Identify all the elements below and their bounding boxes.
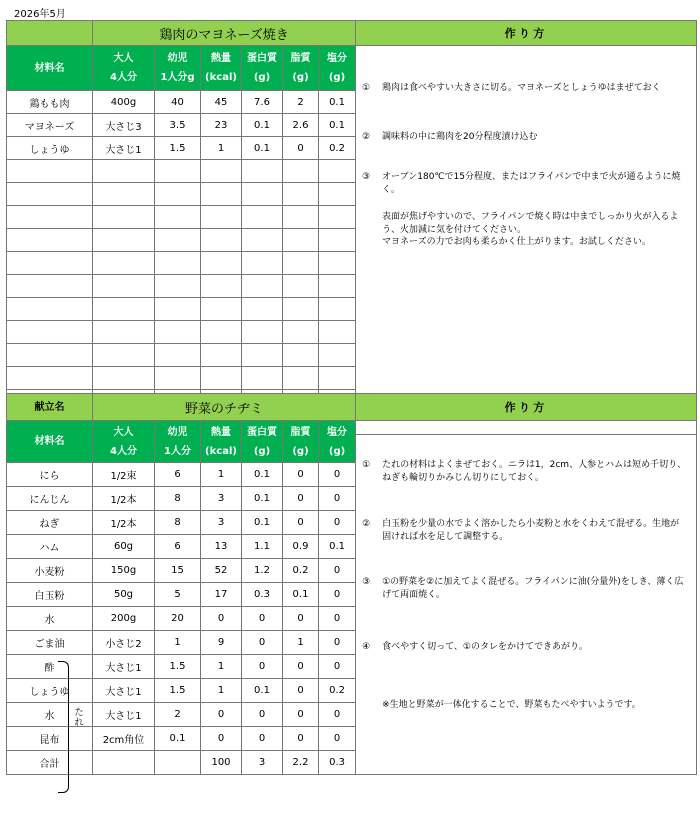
- dish1-method-cell: [356, 46, 697, 435]
- dish2-row2-protein: 0.1: [242, 487, 283, 511]
- dish2-row2-energy: 3: [201, 487, 242, 511]
- empty-cell: [93, 206, 155, 229]
- dish1-step-3-text: オーブン180℃で15分程度、またはフライパンで中まで火が通るように焼く。: [382, 172, 681, 195]
- dish1-header-salt-l2: (g): [328, 72, 346, 83]
- dish2-row12-child: 0.1: [155, 727, 201, 751]
- empty-cell: [283, 252, 319, 275]
- sauce-bracket: [58, 661, 69, 793]
- empty-cell: [7, 206, 93, 229]
- dish2-header-salt: [319, 421, 356, 463]
- empty-cell: [201, 160, 242, 183]
- empty-cell: [155, 206, 201, 229]
- empty-cell: [319, 275, 356, 298]
- empty-cell: [319, 344, 356, 367]
- dish1-step-3-mark: ③: [362, 172, 371, 182]
- dish2-row8-adult: 小さじ2: [93, 631, 155, 655]
- empty-cell: [242, 252, 283, 275]
- dish1-header-child-l1: 幼児: [167, 53, 188, 64]
- dish1-row1-child: 40: [155, 91, 201, 114]
- empty-cell: [242, 275, 283, 298]
- dish2-header-salt-l2: (g): [328, 445, 346, 457]
- dish2-header-protein: [242, 421, 283, 463]
- dish2-row3-adult: 1/2本: [93, 511, 155, 535]
- empty-cell: [93, 229, 155, 252]
- dish1-row3-fat: 0: [283, 137, 319, 160]
- dish2-row6-adult: 50g: [93, 583, 155, 607]
- dish2-row1-child: 6: [155, 463, 201, 487]
- dish2-row11-fat: 0: [283, 703, 319, 727]
- dish2-row12-salt: 0: [319, 727, 356, 751]
- empty-cell: [93, 751, 155, 775]
- dish1-header-adult: [93, 46, 155, 91]
- dish2-row9-name: 酢: [7, 655, 93, 679]
- dish2-row1-fat: 0: [283, 463, 319, 487]
- empty-cell: [242, 298, 283, 321]
- dish2-row7-name: 水: [7, 607, 93, 631]
- dish1-step-1: [362, 82, 686, 95]
- date-label: 2026年5月: [14, 9, 66, 20]
- dish2-step-3-text: ①の野菜を②に加えてよく混ぜる。フライパンに油(分量外)をしき、薄く広げて両面焼く。: [382, 577, 684, 600]
- dish2-row9-energy: 1: [201, 655, 242, 679]
- empty-cell: [7, 275, 93, 298]
- dish2-row10-energy: 1: [201, 679, 242, 703]
- recipe-table-2: [6, 393, 697, 775]
- dish2-step-1: [362, 459, 686, 484]
- dish2-header-child: [155, 421, 201, 463]
- dish2-row11-child: 2: [155, 703, 201, 727]
- dish2-row8-protein: 0: [242, 631, 283, 655]
- dish2-row10-salt: 0.2: [319, 679, 356, 703]
- empty-cell: [283, 298, 319, 321]
- dish2-row9-fat: 0: [283, 655, 319, 679]
- dish2-row5-salt: 0: [319, 559, 356, 583]
- empty-cell: [155, 367, 201, 390]
- empty-cell: [283, 275, 319, 298]
- empty-cell: [242, 160, 283, 183]
- dish2-row9-salt: 0: [319, 655, 356, 679]
- dish1-header-energy: [201, 46, 242, 91]
- dish2-header-fat-l2: (g): [292, 445, 309, 457]
- dish1-row2-adult: 大さじ3: [93, 114, 155, 137]
- dish2-row9-adult: 大さじ1: [93, 655, 155, 679]
- dish2-step-2-mark: ②: [362, 519, 371, 529]
- dish1-step-2-text: 調味料の中に鶏肉を20分程度漬け込む: [382, 132, 538, 142]
- empty-cell: [319, 160, 356, 183]
- dish2-row3-energy: 3: [201, 511, 242, 535]
- dish2-header-adult: [93, 421, 155, 463]
- empty-cell: [201, 252, 242, 275]
- dish1-header-fat-l1: 脂質: [290, 53, 311, 64]
- empty-cell: [201, 206, 242, 229]
- empty-cell: [7, 367, 93, 390]
- dish1-row3-name: しょうゆ: [7, 137, 93, 160]
- dish1-header-energy-l1: 熱量: [211, 53, 231, 64]
- dish2-row3-child: 8: [155, 511, 201, 535]
- dish2-header-energy-l1: 熱量: [211, 426, 231, 438]
- dish2-row5-child: 15: [155, 559, 201, 583]
- empty-cell: [155, 344, 201, 367]
- dish2-row1-energy: 1: [201, 463, 242, 487]
- empty-cell: [155, 252, 201, 275]
- dish2-row12-fat: 0: [283, 727, 319, 751]
- dish1-header-salt-l1: 塩分: [327, 53, 348, 64]
- dish2-total-energy: 100: [201, 751, 242, 775]
- empty-cell: [319, 252, 356, 275]
- dish2-row4-fat: 0.9: [283, 535, 319, 559]
- dish1-row1-salt: 0.1: [319, 91, 356, 114]
- dish1-row2-salt: 0.1: [319, 114, 356, 137]
- dish1-step-3: [362, 171, 686, 196]
- empty-cell: [201, 367, 242, 390]
- dish2-row11-adult: 大さじ1: [93, 703, 155, 727]
- dish2-header-protein-l2: (g): [253, 445, 271, 457]
- dish1-header-protein: [242, 46, 283, 91]
- dish2-step-2: [362, 518, 686, 543]
- dish2-row6-energy: 17: [201, 583, 242, 607]
- dish1-note: 表面が焦げやすいので、フライパンで焼く時は中までしっかり火が入るよう、火加減に気を付けてください。 マヨネーズの力でお肉も柔らかく仕上がります。お試しください。: [382, 212, 679, 247]
- empty-cell: [283, 229, 319, 252]
- empty-cell: [283, 160, 319, 183]
- dish1-row3-energy: 1: [201, 137, 242, 160]
- empty-cell: [93, 183, 155, 206]
- dish2-step-2-text: 白玉粉を少量の水でよく溶かしたら小麦粉と水をくわえて混ぜる。生地が固ければ水を足して調整する。: [382, 519, 680, 542]
- dish1-header-adult-l2: 4人分: [110, 72, 137, 83]
- empty-cell: [201, 229, 242, 252]
- empty-cell: [155, 229, 201, 252]
- dish2-header-protein-l1: 蛋白質: [247, 426, 277, 438]
- empty-cell: [155, 298, 201, 321]
- dish1-header-name: 材料名: [7, 46, 93, 91]
- dish1-row2-protein: 0.1: [242, 114, 283, 137]
- dish2-row6-fat: 0.1: [283, 583, 319, 607]
- dish2-header-adult-l2: 4人分: [110, 445, 137, 457]
- empty-cell: [201, 298, 242, 321]
- dish2-row7-salt: 0: [319, 607, 356, 631]
- dish2-row2-child: 8: [155, 487, 201, 511]
- dish1-header-fat-l2: (g): [292, 72, 309, 83]
- dish2-row7-energy: 0: [201, 607, 242, 631]
- dish1-header-energy-l2: (kcal): [205, 72, 237, 83]
- empty-cell: [242, 321, 283, 344]
- dish1-header-salt: [319, 46, 356, 91]
- empty-cell: [242, 229, 283, 252]
- dish1-row1-energy: 45: [201, 91, 242, 114]
- dish2-row4-protein: 1.1: [242, 535, 283, 559]
- dish2-row7-adult: 200g: [93, 607, 155, 631]
- dish1-row2-fat: 2.6: [283, 114, 319, 137]
- recipe-table-1: [6, 20, 697, 435]
- dish2-row5-energy: 52: [201, 559, 242, 583]
- dish2-row12-name: 昆布: [7, 727, 93, 751]
- dish1-step-2-mark: ②: [362, 132, 371, 142]
- empty-cell: [242, 183, 283, 206]
- dish2-row5-name: 小麦粉: [7, 559, 93, 583]
- dish1-row3-protein: 0.1: [242, 137, 283, 160]
- dish2-method-cell: [356, 421, 697, 775]
- dish2-name: 野菜のチヂミ: [93, 394, 356, 421]
- dish1-row2-child: 3.5: [155, 114, 201, 137]
- dish2-step-4-mark: ④: [362, 642, 371, 652]
- dish2-row4-name: ハム: [7, 535, 93, 559]
- dish2-row12-protein: 0: [242, 727, 283, 751]
- empty-cell: [283, 321, 319, 344]
- dish1-row3-adult: 大さじ1: [93, 137, 155, 160]
- empty-cell: [7, 321, 93, 344]
- empty-cell: [201, 344, 242, 367]
- dish1-header-child: [155, 46, 201, 91]
- dish2-row6-protein: 0.3: [242, 583, 283, 607]
- dish2-row4-adult: 60g: [93, 535, 155, 559]
- empty-cell: [319, 321, 356, 344]
- dish1-row1-protein: 7.6: [242, 91, 283, 114]
- dish2-row11-name: 水: [7, 703, 93, 727]
- empty-cell: [155, 321, 201, 344]
- empty-cell: [319, 298, 356, 321]
- dish2-row9-protein: 0: [242, 655, 283, 679]
- dish1-header-child-l2: 1人分g: [160, 72, 195, 83]
- dish2-row12-adult: 2cm角位: [93, 727, 155, 751]
- empty-cell: [93, 298, 155, 321]
- empty-cell: [7, 183, 93, 206]
- dish2-header-child-l2: 1人分: [164, 445, 191, 457]
- dish2-row10-name: しょうゆ: [7, 679, 93, 703]
- dish1-method-title: 作り方: [356, 21, 697, 46]
- dish2-row10-fat: 0: [283, 679, 319, 703]
- dish2-row10-protein: 0.1: [242, 679, 283, 703]
- dish2-total-fat: 2.2: [283, 751, 319, 775]
- empty-cell: [201, 183, 242, 206]
- dish2-row7-protein: 0: [242, 607, 283, 631]
- dish1-row3-child: 1.5: [155, 137, 201, 160]
- dish2-row3-salt: 0: [319, 511, 356, 535]
- dish2-row8-child: 1: [155, 631, 201, 655]
- dish2-header-adult-l1: 大人: [113, 426, 134, 438]
- empty-cell: [93, 252, 155, 275]
- dish2-row1-name: にら: [7, 463, 93, 487]
- dish2-total-label: 合計: [7, 751, 93, 775]
- dish2-row2-name: にんじん: [7, 487, 93, 511]
- empty-cell: [283, 206, 319, 229]
- dish1-header-protein-l2: (g): [253, 72, 271, 83]
- dish1-header-fat: [283, 46, 319, 91]
- dish2-row5-adult: 150g: [93, 559, 155, 583]
- dish2-step-1-text: たれの材料はよくまぜておく。ニラは1，2cm、人参とハムは短め千切り、ねぎも輪切りかみじん切りにしておく。: [382, 460, 687, 483]
- dish2-row4-child: 6: [155, 535, 201, 559]
- dish2-row2-adult: 1/2本: [93, 487, 155, 511]
- dish2-row8-fat: 1: [283, 631, 319, 655]
- empty-cell: [201, 321, 242, 344]
- dish2-step-4: [362, 641, 686, 654]
- dish1-step-2: [362, 131, 686, 144]
- empty-cell: [242, 367, 283, 390]
- empty-cell: [155, 183, 201, 206]
- empty-cell: [319, 229, 356, 252]
- empty-cell: [7, 344, 93, 367]
- dish2-row2-fat: 0: [283, 487, 319, 511]
- empty-cell: [93, 160, 155, 183]
- dish2-row7-child: 20: [155, 607, 201, 631]
- empty-cell: [7, 298, 93, 321]
- dish2-row10-child: 1.5: [155, 679, 201, 703]
- dish2-total-protein: 3: [242, 751, 283, 775]
- empty-cell: [201, 275, 242, 298]
- dish1-name: 鶏肉のマヨネーズ焼き: [93, 21, 356, 46]
- dish2-header-salt-l1: 塩分: [327, 426, 348, 438]
- dish2-note: ※生地と野菜が一体化することで、野菜もたべやすいようです。: [382, 700, 641, 710]
- dish1-row1-fat: 2: [283, 91, 319, 114]
- dish2-header-name: 材料名: [7, 421, 93, 463]
- dish2-row3-name: ねぎ: [7, 511, 93, 535]
- dish2-row12-energy: 0: [201, 727, 242, 751]
- dish2-row1-protein: 0.1: [242, 463, 283, 487]
- dish2-row11-salt: 0: [319, 703, 356, 727]
- dish2-row11-protein: 0: [242, 703, 283, 727]
- dish2-row1-adult: 1/2束: [93, 463, 155, 487]
- dish2-row2-salt: 0: [319, 487, 356, 511]
- dish2-row6-salt: 0: [319, 583, 356, 607]
- dish2-step-1-mark: ①: [362, 460, 371, 470]
- dish2-row8-salt: 0: [319, 631, 356, 655]
- empty-cell: [283, 367, 319, 390]
- dish2-header-child-l1: 幼児: [167, 426, 188, 438]
- empty-cell: [7, 160, 93, 183]
- dish2-step-3: [362, 576, 686, 601]
- dish2-row6-name: 白玉粉: [7, 583, 93, 607]
- dish2-row8-name: ごま油: [7, 631, 93, 655]
- dish1-row1-adult: 400g: [93, 91, 155, 114]
- empty-cell: [283, 344, 319, 367]
- dish1-step-1-text: 鶏肉は食べやすい大きさに切る。マヨネーズとしょうゆはまぜておく: [382, 83, 661, 93]
- dish1-row2-name: マヨネーズ: [7, 114, 93, 137]
- empty-cell: [93, 275, 155, 298]
- dish2-method-title: 作り方: [356, 394, 697, 421]
- empty-cell: [93, 344, 155, 367]
- dish1-title-left-cell: [7, 21, 93, 46]
- empty-cell: [242, 206, 283, 229]
- dish2-menu-label: 献立名: [7, 394, 93, 421]
- dish2-row4-energy: 13: [201, 535, 242, 559]
- dish2-step-3-mark: ③: [362, 577, 371, 587]
- dish2-row3-fat: 0: [283, 511, 319, 535]
- empty-cell: [319, 183, 356, 206]
- dish2-header-energy-l2: (kcal): [205, 445, 237, 457]
- dish2-row8-energy: 9: [201, 631, 242, 655]
- empty-cell: [319, 367, 356, 390]
- dish2-row5-protein: 1.2: [242, 559, 283, 583]
- empty-cell: [283, 183, 319, 206]
- empty-cell: [155, 275, 201, 298]
- dish1-step-1-mark: ①: [362, 83, 371, 93]
- empty-cell: [242, 344, 283, 367]
- dish2-row6-child: 5: [155, 583, 201, 607]
- dish2-header-energy: [201, 421, 242, 463]
- dish1-header-adult-l1: 大人: [113, 53, 134, 64]
- dish2-step-4-text: 食べやすく切って、①のタレをかけてできあがり。: [382, 642, 588, 652]
- empty-cell: [93, 321, 155, 344]
- dish2-header-fat-l1: 脂質: [290, 426, 311, 438]
- empty-cell: [93, 367, 155, 390]
- dish2-row1-salt: 0: [319, 463, 356, 487]
- empty-cell: [155, 751, 201, 775]
- dish2-total-salt: 0.3: [319, 751, 356, 775]
- empty-cell: [155, 160, 201, 183]
- dish1-row3-salt: 0.2: [319, 137, 356, 160]
- dish2-row10-adult: 大さじ1: [93, 679, 155, 703]
- empty-cell: [7, 229, 93, 252]
- dish1-row2-energy: 23: [201, 114, 242, 137]
- dish2-header-fat: [283, 421, 319, 463]
- dish2-row4-salt: 0.1: [319, 535, 356, 559]
- empty-cell: [319, 206, 356, 229]
- dish2-row9-child: 1.5: [155, 655, 201, 679]
- dish2-row5-fat: 0.2: [283, 559, 319, 583]
- dish2-row11-energy: 0: [201, 703, 242, 727]
- dish1-row1-name: 鶏もも肉: [7, 91, 93, 114]
- dish2-row7-fat: 0: [283, 607, 319, 631]
- dish1-header-protein-l1: 蛋白質: [247, 53, 277, 64]
- dish2-row3-protein: 0.1: [242, 511, 283, 535]
- sauce-label: たれ: [74, 708, 84, 728]
- empty-cell: [7, 252, 93, 275]
